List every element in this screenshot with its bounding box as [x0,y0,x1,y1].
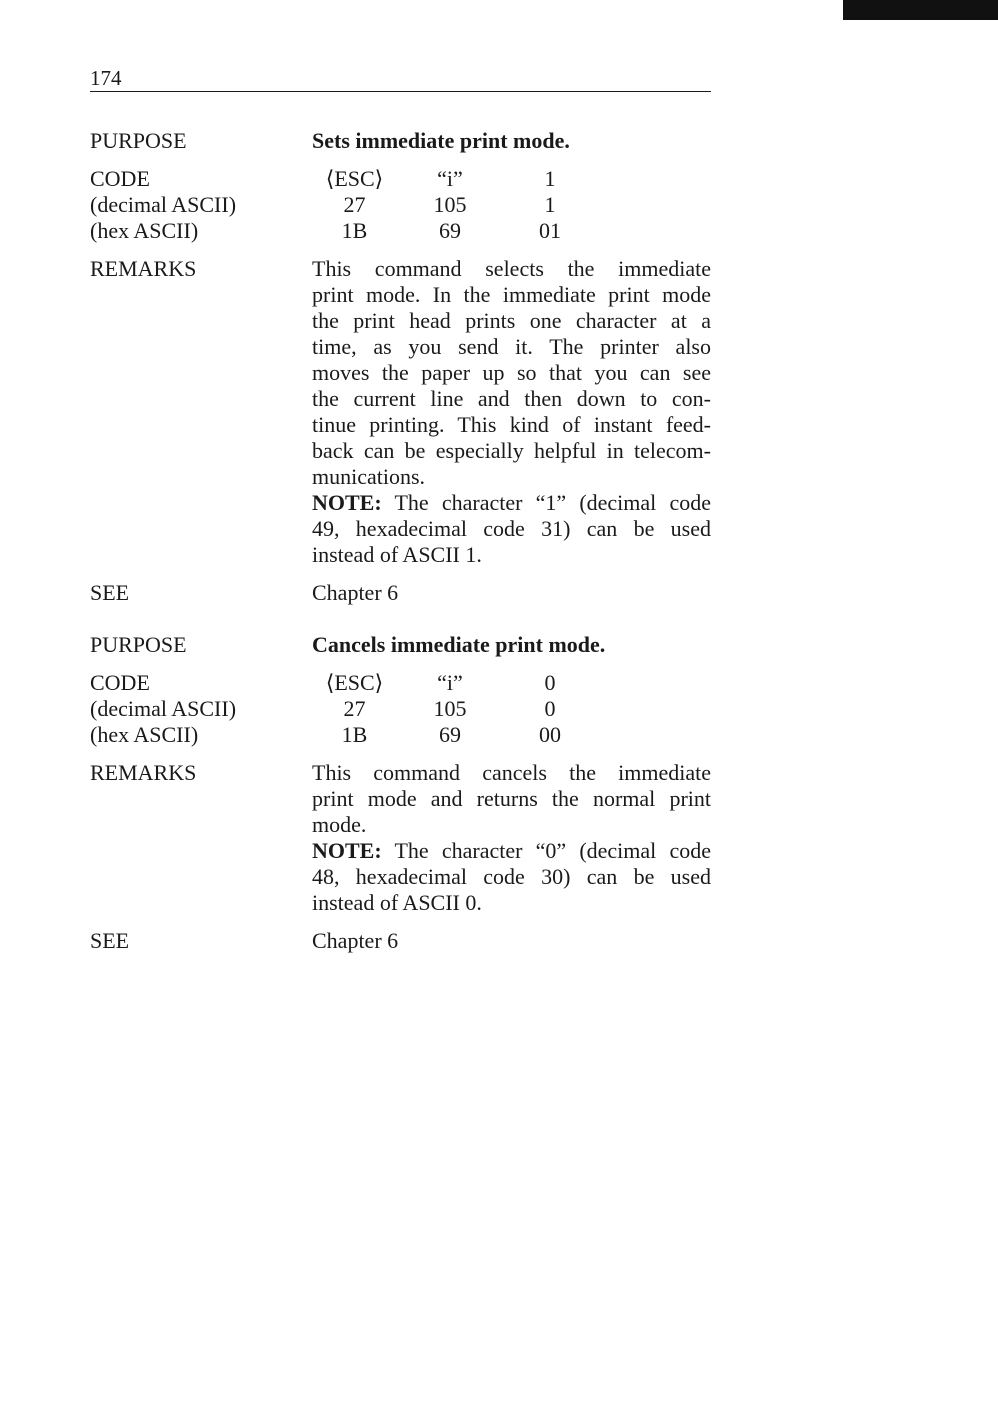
purpose-heading: Cancels immediate print mode. [312,632,606,657]
remarks-line: This command selects the immediate [312,256,711,281]
note-label: NOTE: [312,838,382,863]
remarks-line: back can be especially helpful in telecom- [312,438,711,463]
note-text: The character “1” (decimal code [381,490,711,515]
note-line: 48, hexadecimal code 30) can be used [312,864,711,889]
purpose-label: PURPOSE [90,128,187,153]
decimal-char: 105 [433,192,467,217]
hex-esc: 1B [341,722,368,747]
code-param: 0 [544,670,556,695]
note-line: 49, hexadecimal code 31) can be used [312,516,711,541]
hex-esc: 1B [341,218,368,243]
remarks-line: time, as you send it. The printer also [312,334,711,359]
note-line: instead of ASCII 1. [312,542,482,567]
remarks-label: REMARKS [90,760,197,785]
remarks-line: This command cancels the immediate [312,760,711,785]
decimal-param: 1 [544,192,556,217]
page-number: 174 [90,66,122,90]
remarks-line: the print head prints one character at a [312,308,711,333]
hex-param: 00 [539,722,561,747]
remarks-text [312,256,711,568]
remarks-line: the current line and then down to con- [312,386,711,411]
code-label: CODE [90,670,150,695]
purpose-heading: Sets immediate print mode. [312,128,570,153]
see-reference: Chapter 6 [312,580,399,605]
code-char: “i” [437,670,463,695]
see-label: SEE [90,580,130,605]
code-char: “i” [437,166,463,191]
see-reference: Chapter 6 [312,928,399,953]
hex-char: 69 [439,218,461,243]
code-label: CODE [90,166,150,191]
purpose-label: PURPOSE [90,632,187,657]
note-line [312,490,711,516]
hex-label: (hex ASCII) [90,722,199,747]
code-esc: ⟨ESC⟩ [325,670,384,695]
remarks-line: mode. [312,812,367,837]
hex-param: 01 [539,218,561,243]
decimal-esc: 27 [343,192,366,217]
remarks-line: print mode and returns the normal print [312,786,711,811]
remarks-line: munications. [312,464,426,489]
remarks-text [312,760,711,916]
remarks-line: tinue printing. This kind of instant feed- [312,412,711,437]
note-line [312,838,711,864]
remarks-label: REMARKS [90,256,197,281]
decimal-esc: 27 [343,696,366,721]
page-edge-marker [843,0,998,20]
decimal-char: 105 [433,696,467,721]
remarks-line: moves the paper up so that you can see [312,360,711,385]
hex-char: 69 [439,722,461,747]
decimal-label: (decimal ASCII) [90,192,237,217]
decimal-param: 0 [544,696,556,721]
see-label: SEE [90,928,130,953]
note-text: The character “0” (decimal code [381,838,711,863]
note-label: NOTE: [312,490,382,515]
hex-label: (hex ASCII) [90,218,199,243]
header-rule [90,91,711,92]
remarks-line: print mode. In the immediate print mode [312,282,711,307]
decimal-label: (decimal ASCII) [90,696,237,721]
code-esc: ⟨ESC⟩ [325,166,384,191]
code-param: 1 [544,166,556,191]
note-line: instead of ASCII 0. [312,890,482,915]
